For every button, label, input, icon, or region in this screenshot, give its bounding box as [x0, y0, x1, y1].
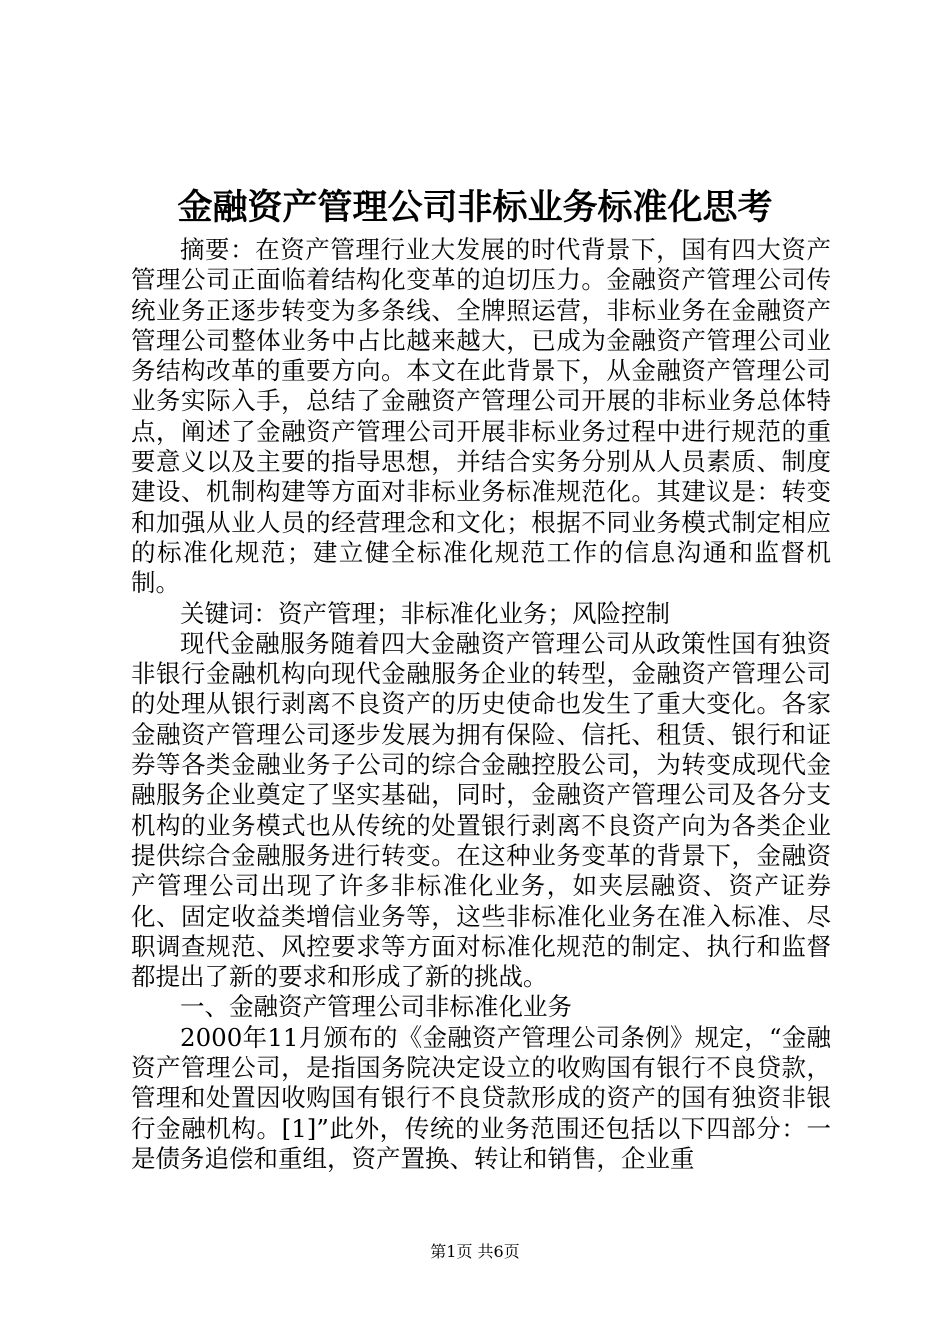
abstract-paragraph: 摘要：在资产管理行业大发展的时代背景下，国有四大资产管理公司正面临着结构化变革的迫切压力。金融资产管理公司传统业务正逐步转变为多条线、全牌照运营，非标业务在金融资产管理公司整体业务中占比越来越大，已成为金融资产管理公司业务结构改革的重要方向。本文在此背景下，从金融资产管理公司业务实际入手，总结了金融资产管理公司开展的非标业务总体特点，阐述了金融资产管理公司开展非标业务过程中进行规范的重要意义以及主要的指导思想，并结合实务分别从人员素质、制度建设、机制构建等方面对非标业务标准规范化。其建议是：转变和加强从业人员的经营理念和文化；根据不同业务模式制定相应的标准化规范；建立健全标准化规范工作的信息沟通和监督机制。: [131, 235, 831, 598]
keywords-paragraph: 关键词：资产管理；非标准化业务；风险控制: [180, 598, 670, 628]
page-footer: 第1页 共6页: [430, 1242, 520, 1261]
intro-paragraph: 现代金融服务随着四大金融资产管理公司从政策性国有独资非银行金融机构向现代金融服务企业的转型，金融资产管理公司的处理从银行剥离不良资产的历史使命也发生了重大变化。各家金融资产管理公司逐步发展为拥有保险、信托、租赁、银行和证券等各类金融业务子公司的综合金融控股公司，为转变成现代金融服务企业奠定了坚实基础，同时，金融资产管理公司及各分支机构的业务模式也从传统的处置银行剥离不良资产向为各类企业提供综合金融服务进行转变。在这种业务变革的背景下，金融资产管理公司出现了许多非标准化业务，如夹层融资、资产证券化、固定收益类增信业务等，这些非标准化业务在准入标准、尽职调查规范、风控要求等方面对标准化规范的制定、执行和监督都提出了新的要求和形成了新的挑战。: [131, 628, 831, 992]
section-heading: 一、金融资产管理公司非标准化业务: [180, 992, 572, 1022]
document-title: 金融资产管理公司非标业务标准化思考: [177, 187, 773, 228]
document-body: [131, 235, 831, 1174]
section-paragraph: 2000年11月颁布的《金融资产管理公司条例》规定，“金融资产管理公司，是指国务院决定设立的收购国有银行不良贷款，管理和处置因收购国有银行不良贷款形成的资产的国有独资非银行金融机构。[1]”此外，传统的业务范围还包括以下四部分：一是债务追偿和重组，资产置换、转让和销售，企业重: [131, 1022, 831, 1173]
